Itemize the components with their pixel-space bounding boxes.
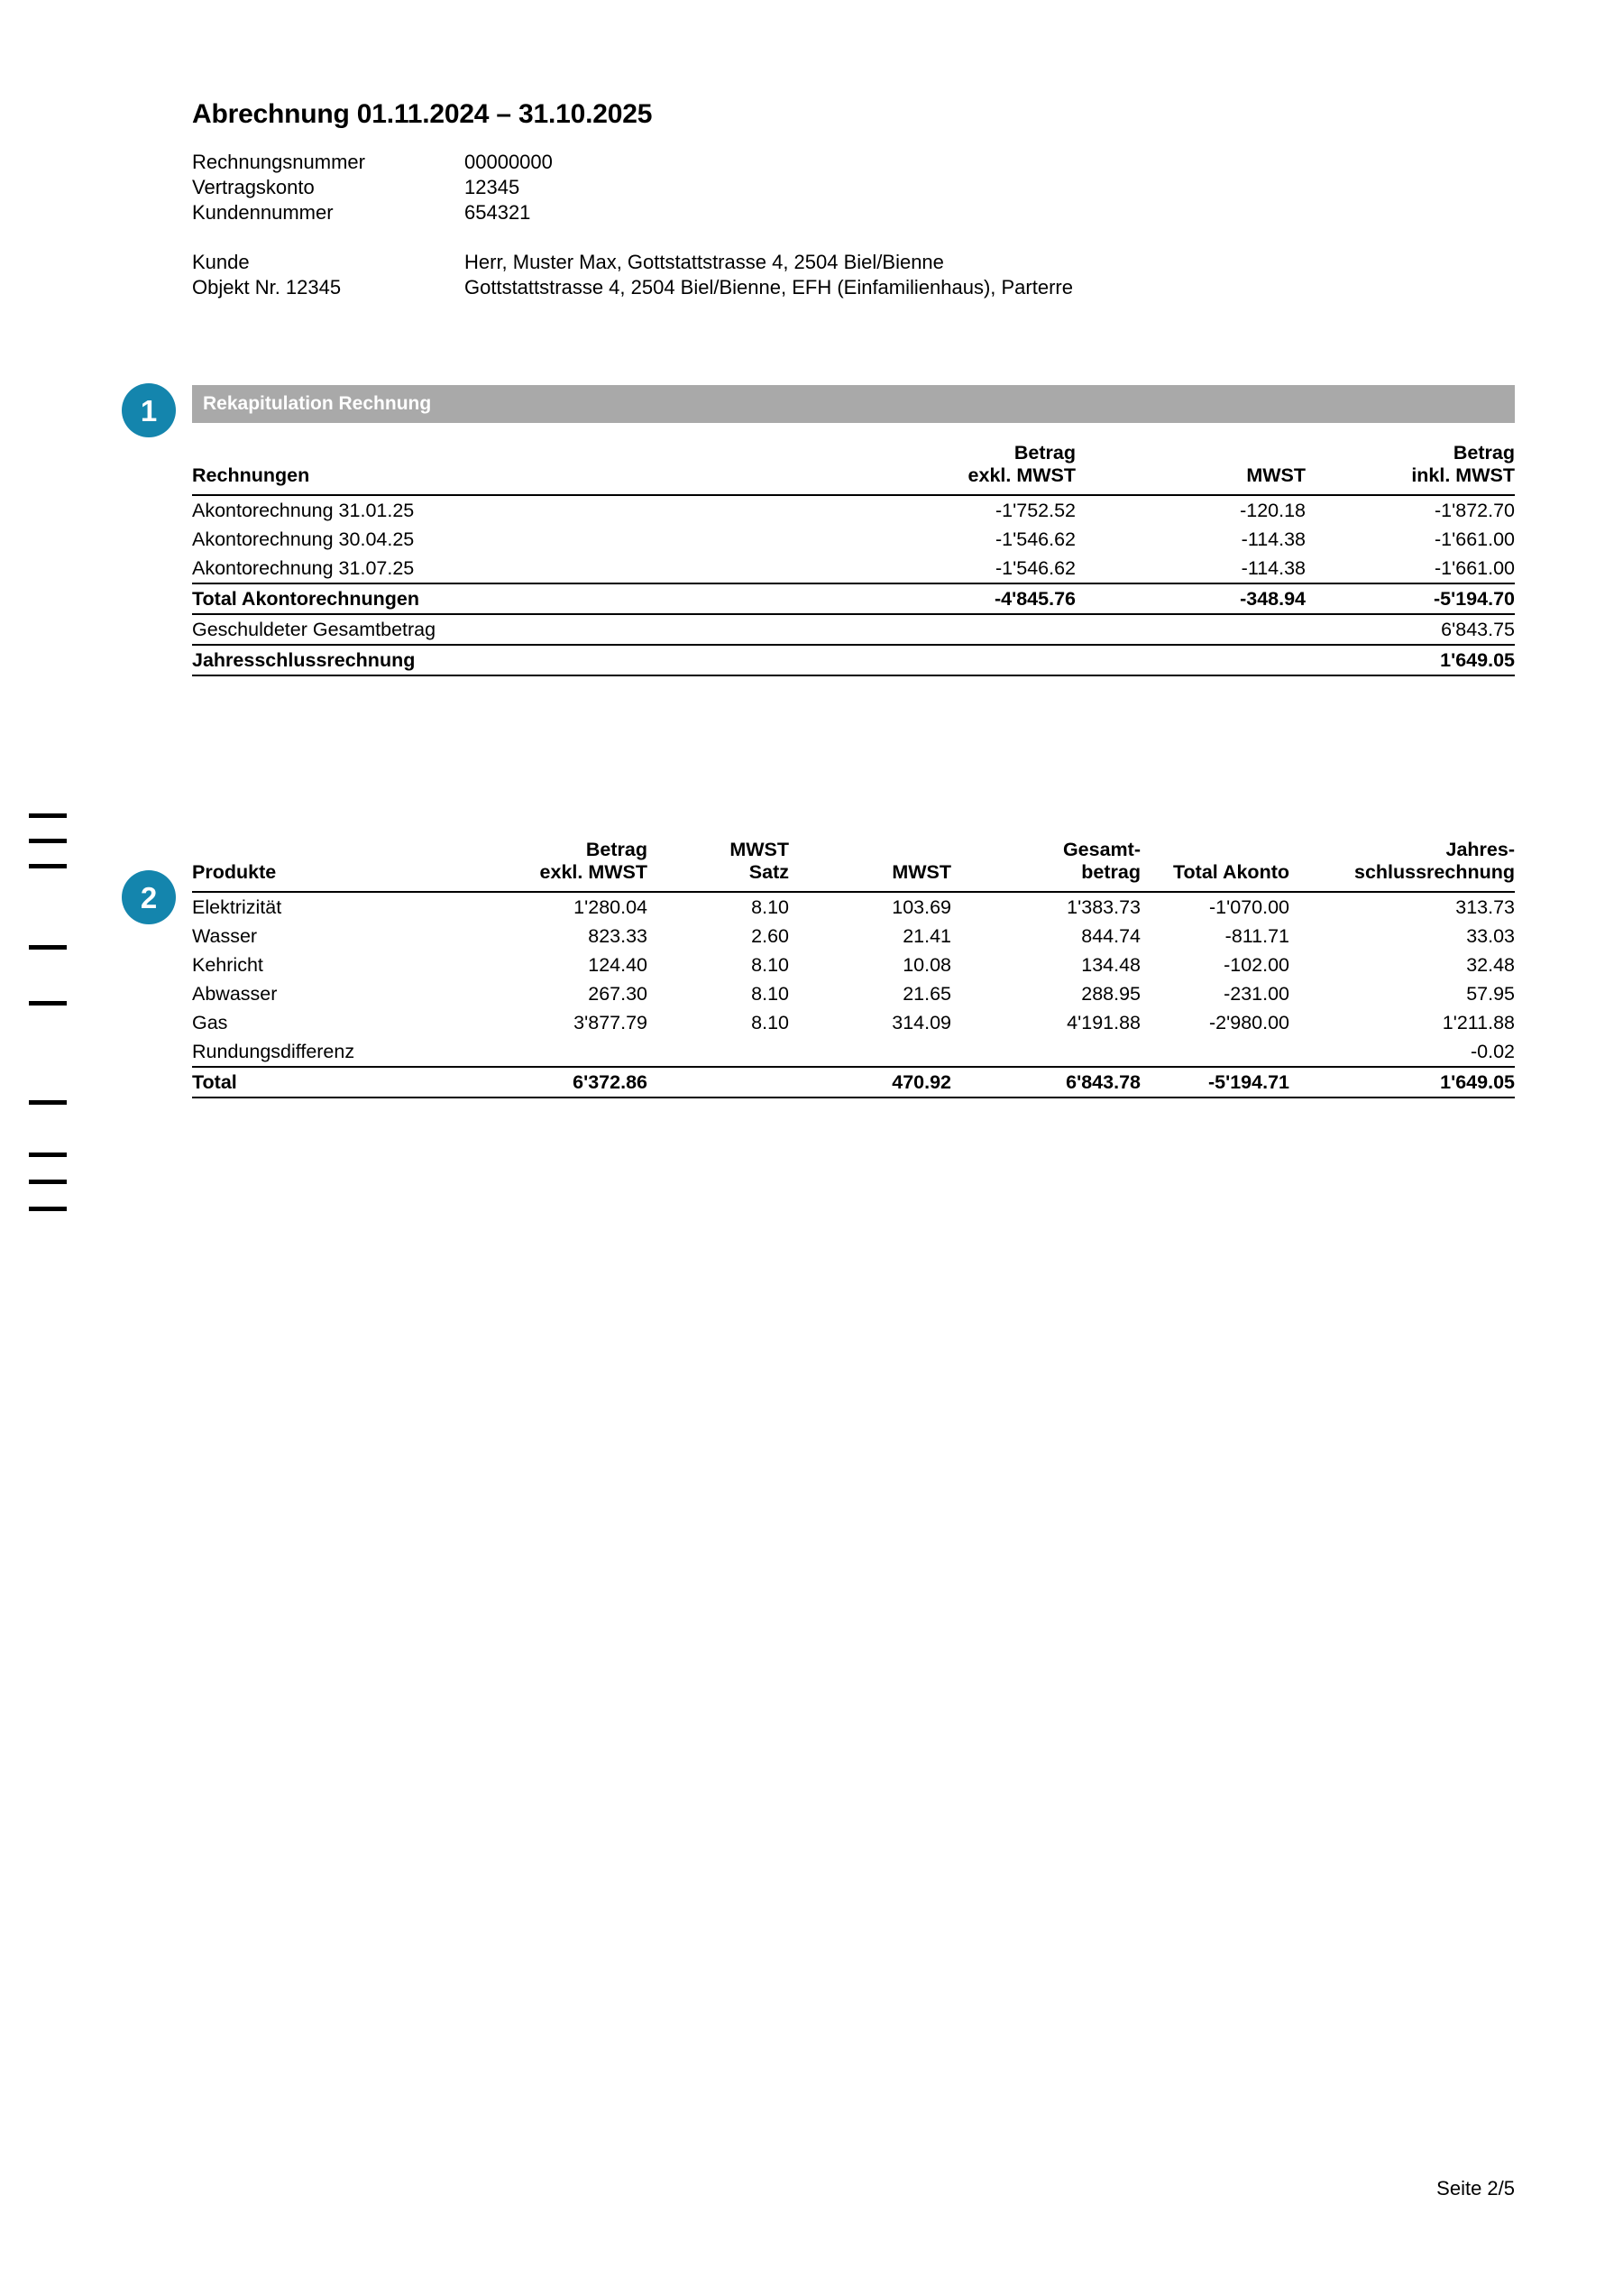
section-number-badge-1: 1 (122, 383, 176, 437)
table-header-row (192, 442, 1515, 495)
cell-incl: -1'661.00 (1306, 554, 1515, 583)
cell-vat (789, 1037, 951, 1067)
cell-name: Akontorechnung 31.01.25 (192, 499, 415, 521)
table-rekapitulation (192, 442, 1515, 676)
cell-rate: 8.10 (751, 895, 789, 918)
section-title-1: Rekapitulation Rechnung (203, 393, 432, 414)
th-line-2: schlussrechnung (1353, 861, 1515, 884)
margin-fold-mark (29, 839, 67, 843)
cell-vat: -114.38 (1241, 528, 1306, 550)
cell-name: Total Akontorechnungen (192, 583, 769, 614)
cell-vat: -348.94 (1076, 583, 1306, 614)
th-betrag-exkl-mwst (448, 839, 647, 892)
section-number-badge-2: 2 (122, 870, 176, 924)
table-row-owed (192, 614, 1515, 645)
cell-akonto: -811.71 (1224, 924, 1289, 947)
table-row (192, 525, 1515, 554)
cell-vat: -114.38 (1076, 554, 1306, 583)
th-line-2: exkl. MWST (967, 464, 1076, 487)
cell-vat (1076, 645, 1306, 675)
object-label: Objekt Nr. 12345 (192, 275, 342, 298)
th-line-2: exkl. MWST (539, 861, 647, 884)
cell-final: 1'649.05 (1289, 1067, 1515, 1097)
meta-row (192, 150, 1073, 175)
meta-value: 654321 (464, 200, 531, 224)
cell-vat: 103.69 (892, 895, 951, 918)
table-produkte (192, 839, 1515, 1098)
table-row (192, 554, 1515, 583)
th-rechnungen: Rechnungen (192, 442, 769, 495)
margin-fold-mark (29, 864, 67, 868)
th-total-akonto: Total Akonto (1141, 839, 1289, 892)
meta-value: 12345 (464, 175, 520, 198)
cell-excl: -1'546.62 (995, 528, 1076, 550)
meta-label: Rechnungsnummer (192, 151, 365, 173)
table-row (192, 892, 1515, 922)
object-row (192, 275, 1073, 300)
cell-excl (448, 1037, 647, 1067)
cell-akonto: -231.00 (1224, 982, 1289, 1005)
cell-final: 32.48 (1466, 953, 1515, 976)
th-betrag-exkl-mwst (769, 442, 1076, 495)
th-produkte: Produkte (192, 839, 448, 892)
margin-fold-mark (29, 1180, 67, 1184)
cell-excl: 823.33 (588, 924, 647, 947)
cell-incl: 1'649.05 (1306, 645, 1515, 675)
cell-excl: 1'280.04 (573, 895, 647, 918)
margin-fold-mark (29, 813, 67, 818)
table-row (192, 495, 1515, 525)
cell-final: 57.95 (1466, 982, 1515, 1005)
cell-name: Total (192, 1067, 448, 1097)
cell-vat: 314.09 (892, 1011, 951, 1033)
th-gesamtbetrag (951, 839, 1141, 892)
meta-label: Kundennummer (192, 200, 334, 224)
meta-row (192, 175, 1073, 200)
cell-final: 313.73 (1455, 895, 1515, 918)
meta-value: 00000000 (464, 151, 553, 173)
cell-name: Geschuldeter Gesamtbetrag (192, 614, 769, 645)
cell-excl: 3'877.79 (573, 1011, 647, 1033)
cell-excl (769, 614, 1076, 645)
cell-rate: 8.10 (751, 953, 789, 976)
cell-gross: 288.95 (1081, 982, 1141, 1005)
th-line-1: Betrag (1013, 442, 1076, 464)
cell-akonto: -1'070.00 (1209, 895, 1289, 918)
cell-name: Jahresschlussrechnung (192, 645, 769, 675)
cell-final: -0.02 (1289, 1037, 1515, 1067)
cell-name: Akontorechnung 31.07.25 (192, 554, 769, 583)
cell-name: Elektrizität (192, 895, 282, 918)
meta-spacer (192, 225, 1073, 250)
cell-vat: 21.65 (903, 982, 951, 1005)
cell-vat (1076, 614, 1306, 645)
meta-table (192, 150, 1073, 300)
cell-gross: 844.74 (1081, 924, 1141, 947)
cell-gross: 6'843.78 (951, 1067, 1141, 1097)
cell-excl: -4'845.76 (769, 583, 1076, 614)
th-line-1: Betrag (1453, 442, 1515, 464)
table-total-row (192, 1067, 1515, 1097)
section-header-bar-1 (192, 385, 1515, 423)
margin-fold-mark (29, 1100, 67, 1105)
cell-vat: 10.08 (903, 953, 951, 976)
table-total-row-akonto (192, 583, 1515, 614)
cell-incl: 6'843.75 (1306, 614, 1515, 645)
cell-gross: 4'191.88 (1067, 1011, 1141, 1033)
page-title: Abrechnung 01.11.2024 – 31.10.2025 (192, 99, 653, 129)
th-jahresschlussrechnung (1289, 839, 1515, 892)
meta-label: Vertragskonto (192, 175, 315, 198)
th-line-2: inkl. MWST (1411, 464, 1515, 487)
cell-excl: -1'546.62 (769, 554, 1076, 583)
margin-fold-mark (29, 1207, 67, 1211)
th-mwst-satz (647, 839, 789, 892)
th-mwst: MWST (1076, 442, 1306, 495)
page-footer: Seite 2/5 (1436, 2177, 1515, 2200)
meta-row (192, 200, 1073, 225)
cell-rate: 8.10 (751, 1011, 789, 1033)
cell-final: 33.03 (1466, 924, 1515, 947)
cell-excl (769, 645, 1076, 675)
cell-excl: -1'752.52 (995, 499, 1076, 521)
cell-name: Abwasser (192, 982, 278, 1005)
cell-excl: 6'372.86 (448, 1067, 647, 1097)
cell-akonto (1141, 1037, 1289, 1067)
cell-name: Gas (192, 1011, 228, 1033)
cell-final: 1'211.88 (1442, 1011, 1515, 1033)
margin-fold-mark (29, 945, 67, 950)
cell-vat: 470.92 (789, 1067, 951, 1097)
customer-value: Herr, Muster Max, Gottstattstrasse 4, 2504 Biel/Bienne (464, 250, 944, 273)
th-line-1: MWST (729, 839, 789, 860)
table-header-row (192, 839, 1515, 892)
cell-rate: 8.10 (751, 982, 789, 1005)
cell-gross (951, 1037, 1141, 1067)
cell-gross: 1'383.73 (1067, 895, 1141, 918)
th-line-1: Gesamt- (1062, 839, 1141, 860)
customer-row (192, 250, 1073, 275)
cell-name: Rundungsdifferenz (192, 1037, 448, 1067)
object-value: Gottstattstrasse 4, 2504 Biel/Bienne, EFH (Einfamilienhaus), Parterre (464, 275, 1073, 298)
margin-fold-mark (29, 1153, 67, 1157)
th-line-1: Betrag (585, 839, 647, 860)
th-mwst: MWST (789, 839, 951, 892)
table-row-rundungsdifferenz (192, 1037, 1515, 1067)
cell-name: Kehricht (192, 953, 263, 976)
cell-rate (647, 1037, 789, 1067)
table-row (192, 979, 1515, 1008)
table-row (192, 922, 1515, 951)
cell-akonto: -2'980.00 (1209, 1011, 1289, 1033)
cell-name: Akontorechnung 30.04.25 (192, 528, 415, 550)
cell-gross: 134.48 (1081, 953, 1141, 976)
th-line-1: Jahres- (1445, 839, 1515, 860)
table-row (192, 951, 1515, 979)
th-line-2: betrag (1081, 861, 1141, 884)
cell-excl: 124.40 (588, 953, 647, 976)
cell-incl: -1'872.70 (1435, 499, 1515, 521)
cell-akonto: -102.00 (1224, 953, 1289, 976)
cell-incl: -5'194.70 (1306, 583, 1515, 614)
cell-rate (647, 1067, 789, 1097)
document-header (192, 99, 1518, 300)
th-betrag-inkl-mwst (1306, 442, 1515, 495)
customer-label: Kunde (192, 250, 250, 273)
cell-vat: 21.41 (903, 924, 951, 947)
margin-fold-mark (29, 1001, 67, 1006)
table-row (192, 1008, 1515, 1037)
cell-name: Wasser (192, 924, 258, 947)
cell-akonto: -5'194.71 (1141, 1067, 1289, 1097)
cell-vat: -120.18 (1240, 499, 1306, 521)
table-row-jahresschlussrechnung (192, 645, 1515, 675)
cell-incl: -1'661.00 (1435, 528, 1515, 550)
cell-rate: 2.60 (751, 924, 789, 947)
cell-excl: 267.30 (588, 982, 647, 1005)
th-line-2: Satz (748, 861, 789, 884)
